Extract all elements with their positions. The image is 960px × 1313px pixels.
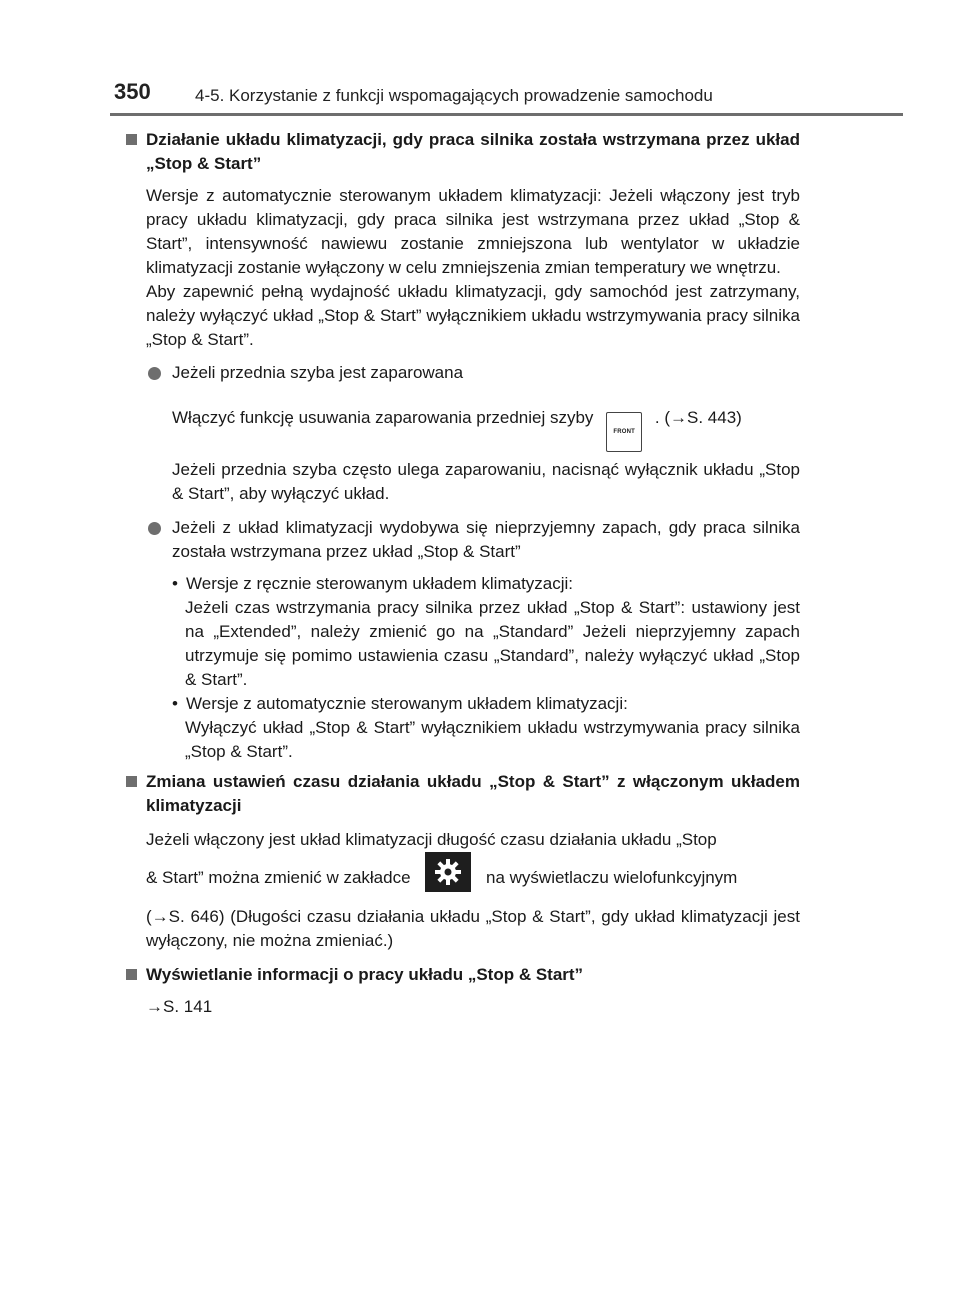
bullet-bad-odor: Jeżeli z układ klimatyzacji wydobywa się nieprzyjemny zapach, gdy praca silnika została wstrzymana przez układ „Stop & Start”: [126, 516, 800, 564]
square-bullet-icon: [126, 969, 137, 980]
front-defroster-icon: FRONT: [606, 412, 642, 452]
settings-tab-line: & Start” można zmienić w zakładce na wyświetlaczu wielofunkcyjnym: [126, 852, 800, 905]
page-content: [126, 128, 800, 1019]
list-item-text: Jeżeli czas wstrzymania pracy silnika przez układ „Stop & Start”: ustawiony jest na „Extended”, należy zmienić go na „Standard” Jeżeli nieprzyjemny zapach utrzymuje się pomimo ustawienia czasu „Standard”, należy wyłączyć układ „Stop & Start”.: [185, 598, 800, 689]
round-bullet-icon: [148, 367, 161, 380]
square-bullet-icon: [126, 776, 137, 787]
page-reference: →S. 141: [146, 997, 213, 1016]
defog-instruction: Włączyć funkcję usuwania zaparowania przedniej szyby FRONT . (→S. 443): [126, 385, 800, 452]
list-marker: •: [172, 574, 178, 593]
paragraph: Jeżeli włączony jest układ klimatyzacji długość czasu działania układu „Stop: [146, 830, 717, 849]
page-header: [0, 0, 960, 120]
list-item-text: Wyłączyć układ „Stop & Start” wyłącznikiem układu wstrzymywania pracy silnika „Stop & Start”.: [185, 718, 800, 761]
list-item-manual-ac: • Wersje z ręcznie sterowanym układem klimatyzacji:: [126, 572, 800, 596]
section-heading-time-settings: Zmiana ustawień czasu działania układu „Stop & Start” z włączonym układem klimatyzacji: [126, 770, 800, 818]
paragraph: Aby zapewnić pełną wydajność układu klimatyzacji, gdy samochód jest zatrzymany, należy wyłączyć układ „Stop & Start” wyłącznikiem układu wstrzymywania pracy silnika „Stop & Start”.: [146, 282, 800, 349]
round-bullet-icon: [148, 522, 161, 535]
chapter-title: 4-5. Korzystanie z funkcji wspomagających prowadzenie samochodu: [195, 86, 713, 105]
header-divider: [110, 113, 903, 116]
paragraph: Wersje z automatycznie sterowanym układem klimatyzacji: Jeżeli włączony jest tryb pracy układu klimatyzacji, gdy praca silnika jest wstrzymana przez układ „Stop & Start”, intensywność nawiewu zostanie zmniejszona lub wentylator w układzie klimatyzacji zostanie wyłączony w celu zmniejszenia zmian temperatury we wnętrzu.: [146, 186, 800, 277]
page-number: 350: [114, 79, 151, 104]
section-heading-info-display: Wyświetlanie informacji o pracy układu „Stop & Start”: [126, 963, 800, 987]
list-marker: •: [172, 694, 178, 713]
paragraph: Jeżeli przednia szyba często ulega zaparowaniu, nacisnąć wyłącznik układu „Stop & Start”, aby wyłączyć układ.: [172, 460, 800, 503]
paragraph: (→S. 646) (Długości czasu działania układu „Stop & Start”, gdy układ klimatyzacji jest wyłączony, nie można zmieniać.): [146, 907, 800, 950]
list-item-auto-ac: • Wersje z automatycznie sterowanym układem klimatyzacji:: [126, 692, 800, 716]
square-bullet-icon: [126, 134, 137, 145]
bullet-foggy-windshield: Jeżeli przednia szyba jest zaparowana: [126, 361, 800, 385]
section-heading-stop-start-ac: Działanie układu klimatyzacji, gdy praca silnika została wstrzymana przez układ „Stop & Start”: [126, 128, 800, 176]
settings-gear-icon: [425, 852, 471, 892]
gear-icon: [434, 858, 462, 886]
